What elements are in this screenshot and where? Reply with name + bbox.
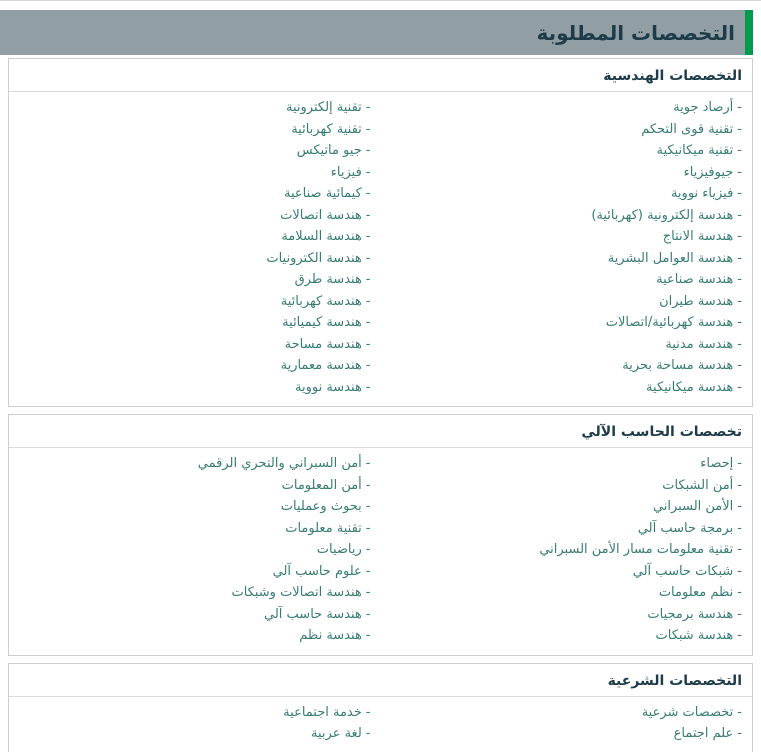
item-dash: - [365, 379, 371, 395]
item-label: تقنية كهربائية [291, 121, 362, 137]
specialization-item [391, 119, 743, 141]
specialization-item [19, 97, 371, 119]
item-dash: - [365, 272, 371, 287]
specialization-item [19, 312, 371, 334]
item-label: علوم حاسب آلي [272, 563, 362, 579]
item-dash: - [365, 606, 371, 622]
item-dash: - [737, 315, 742, 330]
section-title-sharia: التخصصات الشرعية [607, 672, 742, 689]
specialization-item [391, 496, 743, 518]
item-label: هندسة كيميائية [282, 315, 362, 330]
specialization-item [391, 377, 743, 399]
specialization-item [391, 334, 743, 356]
item-dash: - [737, 164, 742, 180]
item-dash: - [365, 456, 371, 471]
item-label: هندسة مساحة بحرية [622, 358, 734, 373]
specialization-item [391, 312, 743, 334]
item-dash: - [365, 164, 371, 180]
item-label: فيزياء نووية [670, 186, 734, 201]
item-label: هندسة اتصالات وشبكات [231, 585, 362, 600]
page-header [0, 10, 753, 55]
item-dash: - [365, 315, 371, 330]
section-engineering [8, 58, 753, 407]
item-label: إحصاء [700, 456, 734, 471]
item-dash: - [365, 542, 371, 557]
item-label: بحوث وعمليات [280, 499, 362, 514]
item-label: تقنية ميكانيكية [656, 143, 734, 158]
item-label: هندسة العوامل البشرية [607, 250, 734, 266]
specialization-item [391, 518, 743, 540]
item-label: أمن المعلومات [281, 477, 362, 493]
item-label: هندسة طيران [659, 293, 734, 309]
page-title: التخصصات المطلوبة [536, 20, 735, 45]
specialization-item [19, 475, 371, 497]
specialization-item [19, 518, 371, 540]
item-label: هندسة السلامة [281, 229, 362, 244]
item-dash: - [737, 499, 742, 514]
item-dash: - [737, 100, 742, 115]
item-label: أرصاد جوية [673, 100, 734, 115]
item-label: نظم معلومات [658, 585, 734, 600]
specialization-item [391, 355, 743, 377]
specialization-item [19, 162, 371, 184]
item-label: هندسة كهربائية [280, 293, 362, 309]
specialization-item [19, 140, 371, 162]
specialization-list-engineering [9, 92, 752, 406]
specialization-item [391, 97, 743, 119]
specialization-item [391, 561, 743, 583]
item-dash: - [737, 726, 742, 741]
specialization-item [391, 269, 743, 291]
item-dash: - [365, 143, 371, 158]
item-dash: - [737, 456, 742, 471]
item-dash: - [737, 585, 742, 600]
item-dash: - [365, 336, 371, 352]
item-dash: - [737, 229, 742, 244]
specialization-item [19, 377, 371, 399]
specialization-item [19, 604, 371, 626]
specialization-item [19, 625, 371, 647]
item-dash: - [737, 704, 742, 720]
item-label: تقنية قوى التحكم [641, 121, 734, 137]
specialization-item [391, 702, 743, 724]
item-dash: - [737, 272, 742, 287]
item-label: تقنية إلكترونية [286, 100, 362, 115]
item-dash: - [737, 250, 742, 266]
item-label: تقنية معلومات مسار الأمن السبراني [539, 542, 734, 557]
specialization-list-sharia [9, 697, 752, 752]
item-dash: - [737, 542, 742, 557]
item-dash: - [365, 704, 371, 720]
item-label: فيزياء [330, 164, 362, 180]
item-label: كيمائية صناعية [283, 186, 362, 201]
item-label: هندسة نظم [299, 628, 362, 643]
item-label: هندسة معمارية [280, 358, 362, 373]
item-dash: - [737, 520, 742, 536]
item-dash: - [737, 186, 742, 201]
specialization-item [391, 475, 743, 497]
specialization-item [19, 702, 371, 724]
section-title-computer: تخصصات الحاسب الآلي [581, 424, 742, 440]
item-label: الأمن السبراني [652, 499, 734, 514]
item-label: هندسة شبكات [655, 628, 734, 643]
specialization-item [391, 226, 743, 248]
specialization-item [19, 582, 371, 604]
item-dash: - [737, 606, 742, 622]
item-dash: - [365, 121, 371, 137]
item-dash: - [737, 379, 742, 395]
specialization-item [391, 539, 743, 561]
item-label: هندسة الكترونيات [266, 250, 362, 266]
item-label: هندسة إلكترونية (كهربائية) [591, 207, 734, 223]
specialization-item [19, 496, 371, 518]
item-dash: - [365, 585, 371, 600]
item-dash: - [737, 628, 742, 643]
item-label: جيو ماتيكس [296, 143, 362, 158]
item-label: رياضيات [316, 542, 362, 557]
item-dash: - [365, 499, 371, 514]
specialization-item [19, 205, 371, 227]
section-sharia [8, 663, 753, 752]
item-dash: - [737, 207, 742, 223]
item-label: تقنية معلومات [285, 520, 362, 536]
item-label: أمن الشبكات [662, 477, 734, 493]
specialization-item [391, 291, 743, 313]
specialization-list-computer [9, 448, 752, 655]
item-label: هندسة الانتاج [662, 229, 734, 244]
specialization-item [391, 140, 743, 162]
specialization-item [19, 453, 371, 475]
section-computer [8, 414, 753, 656]
specialization-item [19, 355, 371, 377]
item-dash: - [737, 143, 742, 158]
item-dash: - [365, 186, 371, 201]
specialization-item [19, 723, 371, 745]
item-dash: - [365, 520, 371, 536]
item-dash: - [365, 358, 371, 373]
item-label: هندسة مدنية [665, 336, 734, 352]
item-dash: - [365, 293, 371, 309]
item-dash: - [365, 250, 371, 266]
item-dash: - [737, 336, 742, 352]
item-label: هندسة نووية [295, 379, 362, 395]
item-label: لغة عربية [311, 726, 362, 741]
item-dash: - [737, 477, 742, 493]
section-header [9, 415, 752, 448]
specialization-item [19, 226, 371, 248]
specialization-item [19, 334, 371, 356]
item-label: برمجة حاسب آلي [637, 520, 734, 536]
item-dash: - [365, 563, 371, 579]
item-label: هندسة ميكانيكية [646, 379, 734, 395]
header-accent-bar [745, 10, 753, 55]
item-dash: - [365, 207, 371, 223]
item-label: هندسة برمجيات [647, 606, 734, 622]
specialization-item [391, 625, 743, 647]
specialization-item [391, 162, 743, 184]
specialization-item [391, 183, 743, 205]
item-label: تخصصات شرعية [641, 704, 734, 720]
section-header [9, 59, 752, 92]
item-dash: - [737, 358, 742, 373]
specialization-item [391, 582, 743, 604]
item-dash: - [365, 229, 371, 244]
item-dash: - [365, 100, 371, 115]
specialization-item [391, 205, 743, 227]
specialization-item [391, 453, 743, 475]
item-label: هندسة مساحة [284, 336, 362, 352]
specialization-item [391, 604, 743, 626]
section-title-engineering: التخصصات الهندسية [603, 68, 742, 84]
item-label: هندسة طرق [294, 272, 362, 287]
item-dash: - [737, 563, 742, 579]
specialization-item [19, 248, 371, 270]
specialization-item [19, 119, 371, 141]
item-label: هندسة حاسب آلي [264, 606, 362, 622]
item-label: خدمة اجتماعية [283, 704, 362, 720]
specialization-item [19, 269, 371, 291]
item-label: علم اجتماع [673, 726, 734, 741]
item-label: شبكات حاسب آلي [632, 563, 734, 579]
specialization-item [391, 248, 743, 270]
specialization-item [391, 723, 743, 745]
item-label: جيوفيزياء [683, 164, 734, 180]
specialization-item [19, 183, 371, 205]
item-dash: - [737, 121, 742, 137]
item-label: هندسة كهربائية/اتصالات [605, 315, 734, 330]
item-dash: - [737, 293, 742, 309]
section-header [9, 664, 752, 697]
item-dash: - [365, 628, 371, 643]
specialization-item [19, 561, 371, 583]
item-label: أمن السبراني والتحري الرقمي [197, 456, 362, 471]
item-dash: - [365, 726, 371, 741]
specialization-item [19, 291, 371, 313]
item-label: هندسة اتصالات [280, 207, 362, 223]
specialization-item [19, 539, 371, 561]
item-dash: - [365, 477, 371, 493]
item-label: هندسة صناعية [656, 272, 734, 287]
